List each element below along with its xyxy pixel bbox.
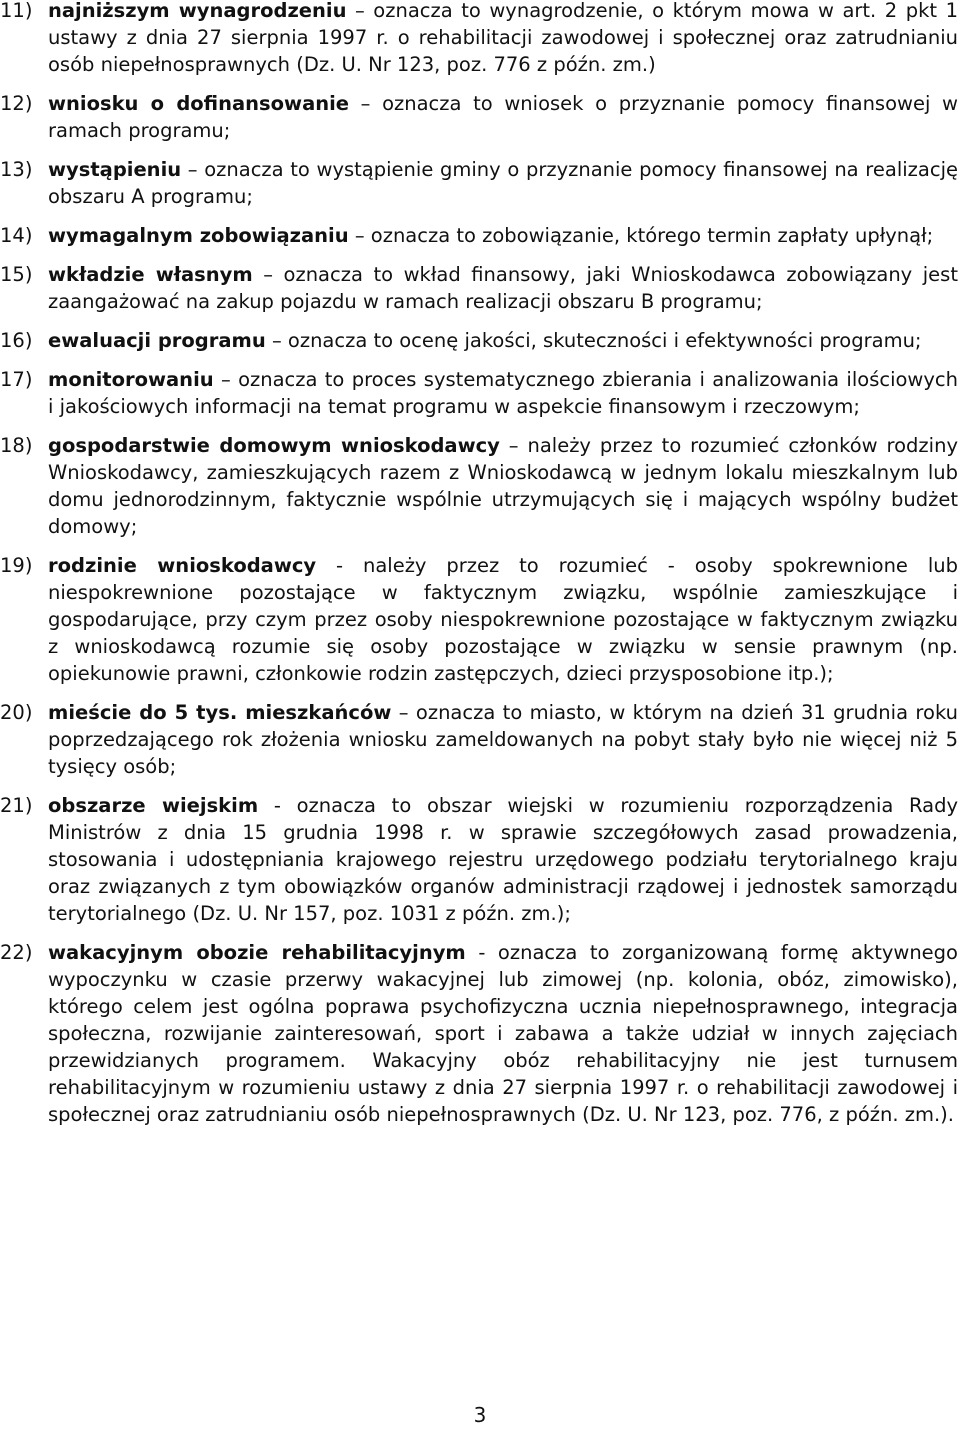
definition-text: – oznacza to proces systematycznego zbierania i analizowania ilościowych i jakościowych informacji na temat programu w aspekcie finansowym i rzeczowym; [48,368,958,418]
item-number: 19) [0,554,33,577]
definition-text: - oznacza to obszar wiejski w rozumieniu rozporządzenia Rady Ministrów z dnia 15 grudnia 1998 r. w sprawie szczegółowych zasad prowadzenia, stosowania i udostępniania krajowego rejestru urzędowego podziału terytorialnego kraju oraz związanych z tym obowiązków organów administracji rządowej i jednostek samorządu terytorialnego (Dz. U. Nr 157, poz. 1031 z późn. zm.); [48,794,958,925]
item-body [48,699,958,780]
definition-text: – oznacza to wniosek o przyznanie pomocy finansowej w ramach programu; [48,92,958,142]
defined-term: ewaluacji programu [48,329,266,352]
definition-item [0,366,958,420]
item-number: 15) [0,263,33,286]
item-number: 16) [0,329,33,352]
definition-item [0,552,958,687]
item-body [48,0,958,78]
item-body [48,156,958,210]
definition-text: - oznacza to zorganizowaną formę aktywnego wypoczynku w czasie przerwy wakacyjnej lub zimowej (np. kolonia, obóz, zimowisko), którego celem jest ogólna poprawa psychofizyczna ucznia niepełnosprawnego, integracja społeczna, rozwijanie zainteresowań, sport i zabawa a także udział w innych zajęciach przewidzianych programem. Wakacyjny obóz rehabilitacyjny nie jest turnusem rehabilitacyjnym w rozumieniu ustawy z dnia 27 sierpnia 1997 r. o rehabilitacji zawodowej i społecznej oraz zatrudnianiu osób niepełnosprawnych (Dz. U. Nr 123, poz. 776, z późn. zm.). [48,941,958,1126]
defined-term: wkładzie własnym [48,263,253,286]
defined-term: wymagalnym zobowiązaniu [48,224,349,247]
definition-item [0,432,958,540]
item-body [48,432,958,540]
definition-item [0,0,958,78]
defined-term: rodzinie wnioskodawcy [48,554,317,577]
item-body [48,939,958,1128]
item-number: 13) [0,158,33,181]
definition-text: – oznacza to zobowiązanie, którego termin zapłaty upłynął; [348,224,934,247]
definition-item [0,939,958,1128]
item-body [48,366,958,420]
item-number: 12) [0,92,33,115]
definition-item [0,156,958,210]
definition-item [0,699,958,780]
definition-text: – oznacza to miasto, w którym na dzień 31 grudnia roku poprzedzającego rok złożenia wniosku zameldowanych na pobyt stały było nie więcej niż 5 tysięcy osób; [48,701,958,778]
item-body [48,261,958,315]
definition-text: – oznacza to wystąpienie gminy o przyznanie pomocy finansowej na realizację obszaru A programu; [48,158,958,208]
item-number: 18) [0,434,33,457]
definition-item [0,792,958,927]
definition-item [0,222,958,249]
item-number: 17) [0,368,33,391]
definition-text: – oznacza to wkład finansowy, jaki Wnioskodawca zobowiązany jest zaangażować na zakup pojazdu w ramach realizacji obszaru B programu; [48,263,958,313]
page-number: 3 [473,1403,487,1427]
definition-text: – należy przez to rozumieć członków rodziny Wnioskodawcy, zamieszkujących razem z Wnioskodawcą w jednym lokalu mieszkalnym lub domu jednorodzinnym, faktycznie wspólnie utrzymujących się i mających wspólny budżet domowy; [48,434,958,538]
defined-term: najniższym wynagrodzeniu [48,0,347,22]
item-number: 11) [0,0,33,22]
defined-term: mieście do 5 tys. mieszkańców [48,701,392,724]
item-body [48,90,958,144]
item-body [48,552,958,687]
definition-item [0,90,958,144]
item-number: 14) [0,224,33,247]
definition-item [0,327,958,354]
defined-term: obszarze wiejskim [48,794,259,817]
item-body [48,792,958,927]
item-body [48,222,958,249]
defined-term: wniosku o dofinansowanie [48,92,350,115]
defined-term: wakacyjnym obozie rehabilitacyjnym [48,941,466,964]
item-body [48,327,958,354]
definition-text: – oznacza to ocenę jakości, skuteczności i efektywności programu; [265,329,922,352]
definition-item [0,261,958,315]
defined-term: monitorowaniu [48,368,214,391]
definition-text: - należy przez to rozumieć - osoby spokrewnione lub niespokrewnione pozostające w faktycznym związku, wspólnie zamieszkujące i gospodarujące, przy czym przez osoby niespokrewnione pozostające w faktycznym związku z wnioskodawcą rozumie się osoby pozostające w związku w sensie prawnym (np. opiekunowie prawni, członkowie rodzin zastępczych, dzieci przysposobione itp.); [48,554,958,685]
definition-text: – oznacza to wynagrodzenie, o którym mowa w art. 2 pkt 1 ustawy z dnia 27 sierpnia 1997 r. o rehabilitacji zawodowej i społecznej oraz zatrudnianiu osób niepełnosprawnych (Dz. U. Nr 123, poz. 776 z późn. zm.) [48,0,958,76]
item-number: 20) [0,701,33,724]
defined-term: gospodarstwie domowym wnioskodawcy [48,434,500,457]
item-number: 22) [0,941,33,964]
defined-term: wystąpieniu [48,158,182,181]
item-number: 21) [0,794,33,817]
